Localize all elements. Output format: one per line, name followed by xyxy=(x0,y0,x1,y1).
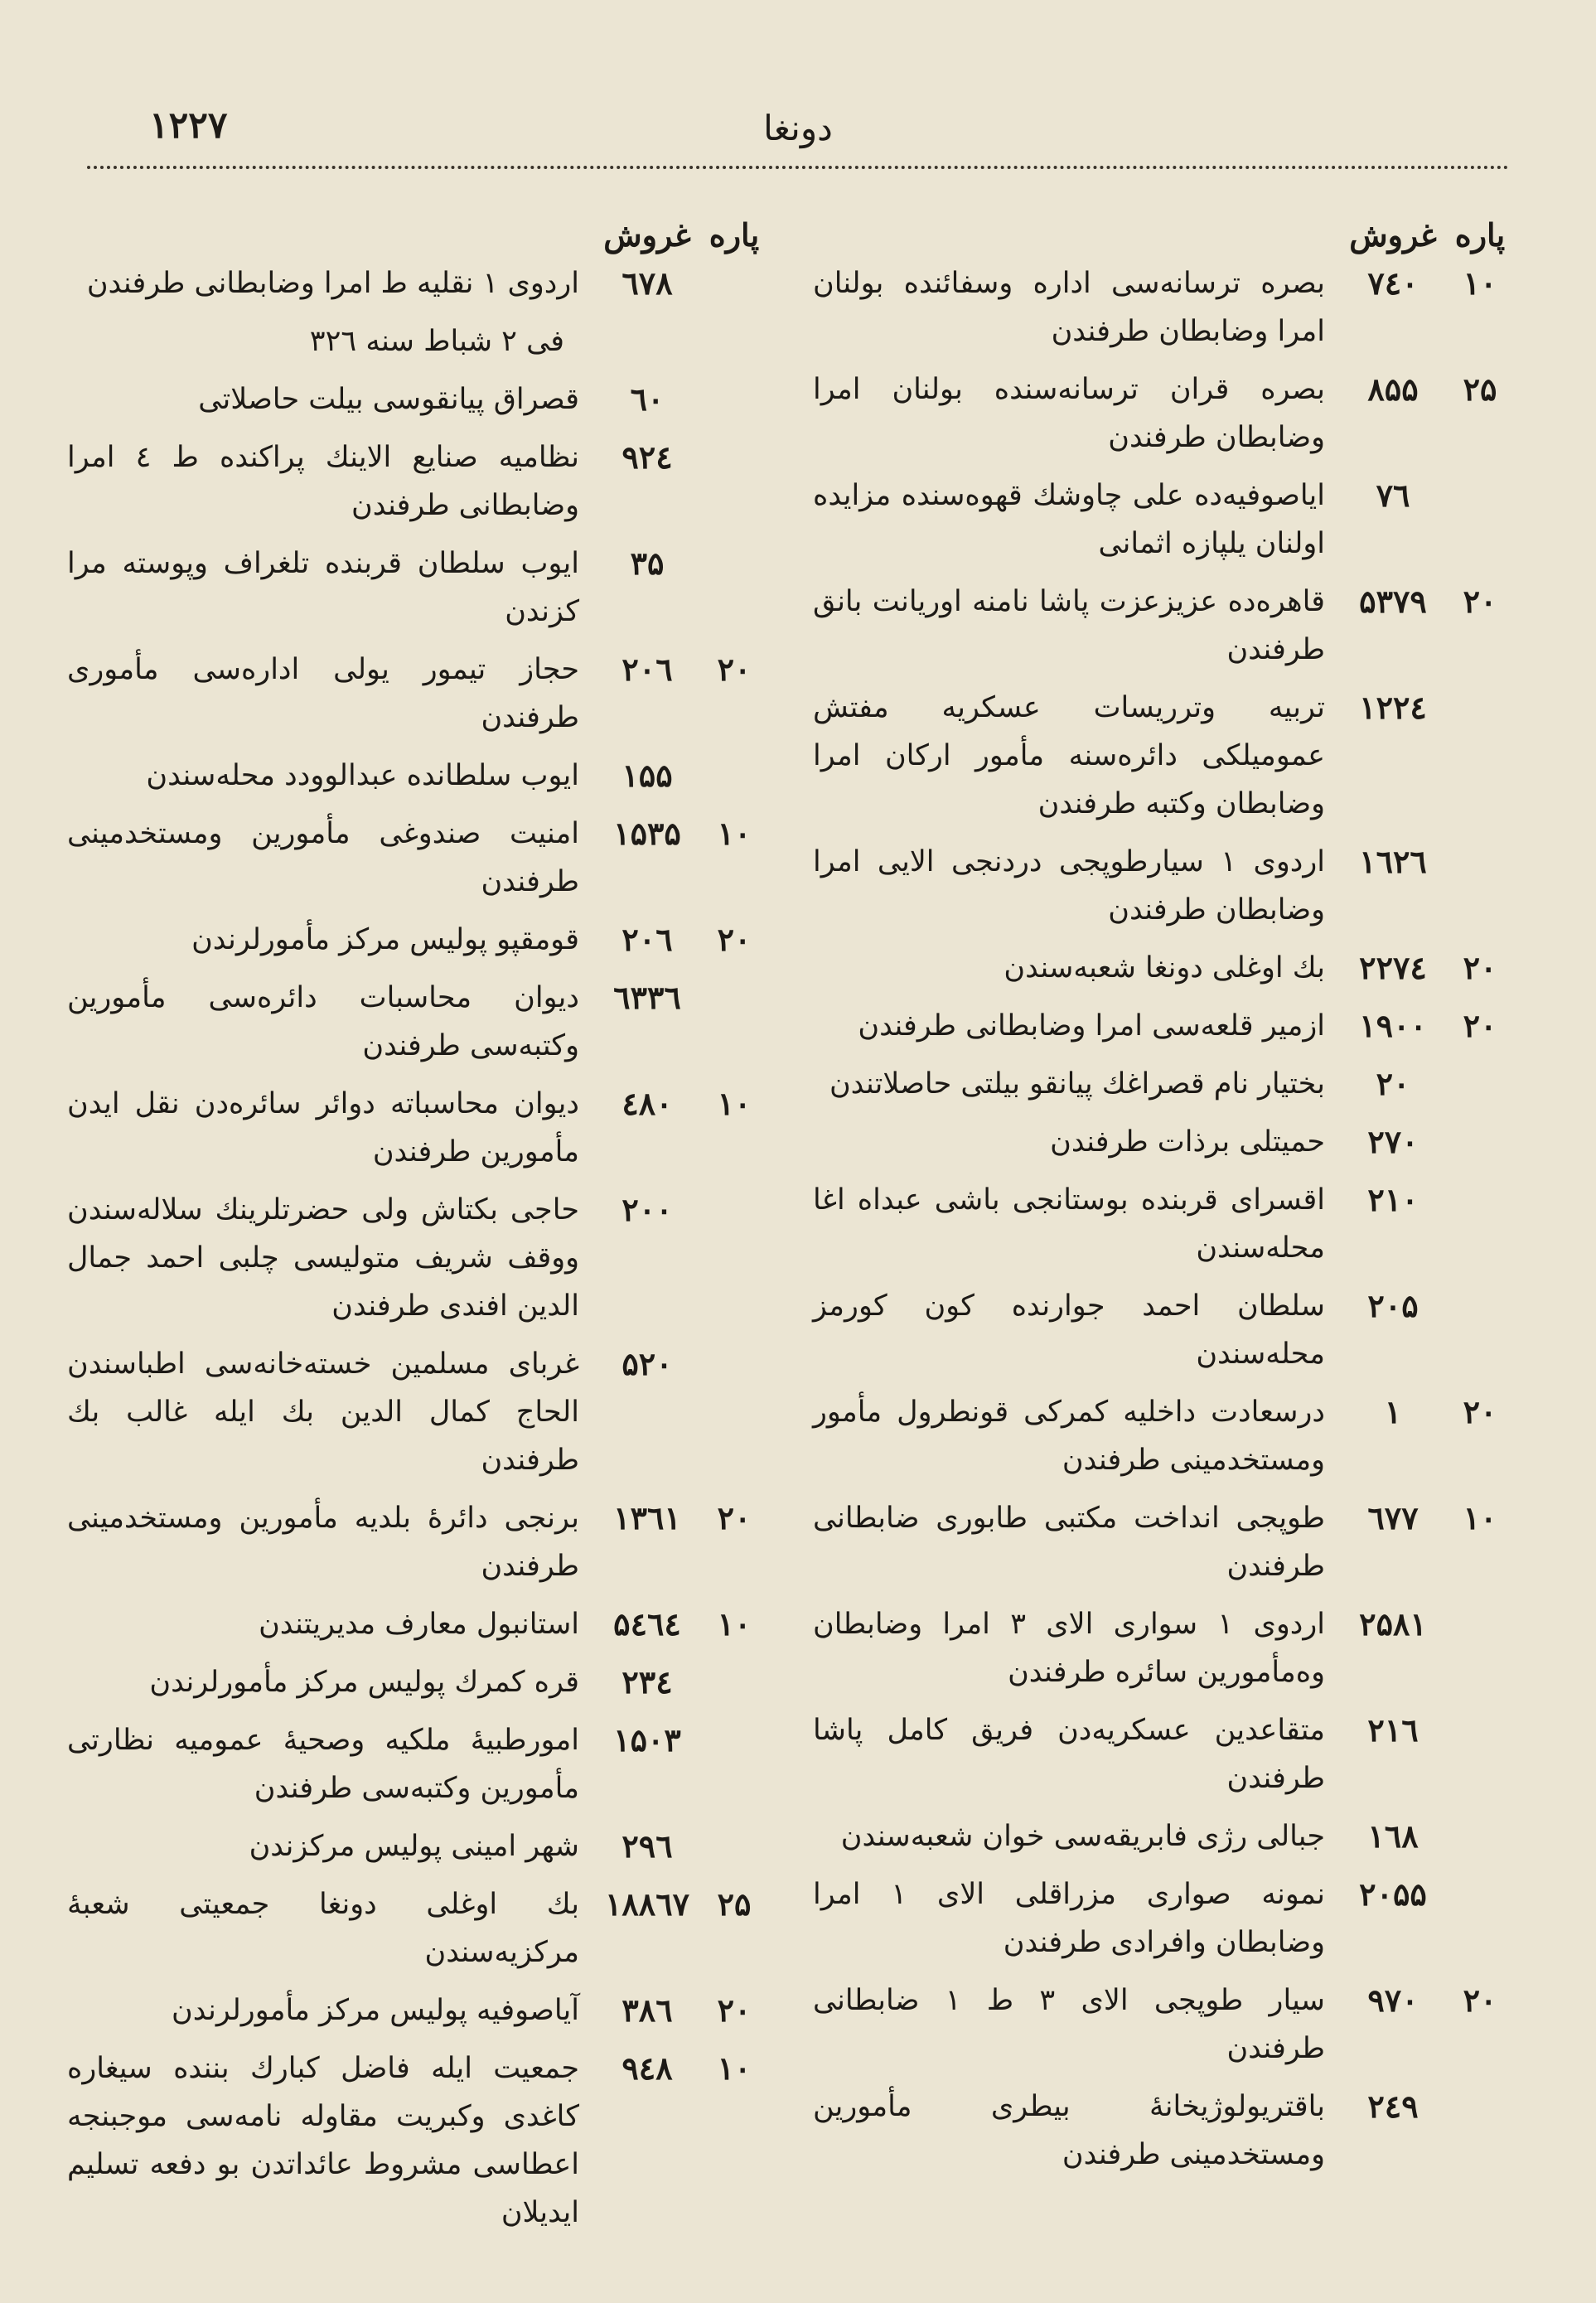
para-amount: ۲۰ xyxy=(1463,1007,1497,1044)
ghurush-amount: ٦۰ xyxy=(630,380,665,418)
para-header: پاره xyxy=(709,216,760,254)
ghurush-amount: ۲۲۷٤ xyxy=(1359,949,1427,986)
ghurush-amount: ۱۵۳۵ xyxy=(613,815,681,852)
ledger-entry xyxy=(67,1822,763,1870)
ghurush-amount: ۸۵۵ xyxy=(1367,370,1419,408)
entry-description: دیوان محاسبات دائره‌سی مأمورین وکتبه‌سی طرفندن xyxy=(67,981,579,1062)
para-amount: ۱۰ xyxy=(717,1085,752,1122)
ghurush-amount: ۲۰۵۵ xyxy=(1359,1875,1427,1913)
ghurush-header: غروش xyxy=(603,216,691,254)
ledger-entry xyxy=(67,1716,763,1812)
entry-description: اردوی ۱ سیارطوپجی دردنجی الایی امرا وضابطان طرفندن xyxy=(813,845,1325,927)
ghurush-amount: ۲۱۰ xyxy=(1367,1181,1419,1218)
ledger-entry xyxy=(67,1880,763,1976)
entry-description: استانبول معارف مدیریتندن xyxy=(259,1608,579,1641)
ledger-entry xyxy=(813,1600,1509,1696)
ghurush-amount: ۱۹۰۰ xyxy=(1359,1007,1427,1044)
para-amount: ۱۰ xyxy=(1463,1499,1497,1536)
entry-description: برنجی دائرهٔ بلدیه مأمورین ومستخدمینی طرفندن xyxy=(67,1502,579,1583)
para-amount: ۲۰ xyxy=(1463,583,1497,620)
header-rule xyxy=(87,166,1509,169)
ghurush-amount: ۲۰۵ xyxy=(1367,1287,1419,1324)
entry-description: قصراق پیانقوسی بیلت حاصلاتی xyxy=(198,383,579,416)
ghurush-amount: ۲٤۹ xyxy=(1367,2088,1419,2125)
ghurush-amount: ٦۷۸ xyxy=(621,264,673,302)
ledger-entry xyxy=(67,646,763,742)
ledger-entry xyxy=(813,365,1509,462)
ledger-entry xyxy=(813,1002,1509,1050)
ledger-entry xyxy=(67,974,763,1070)
entry-description: ایوب سلطانده عبدالوودد محله‌سندن xyxy=(146,759,579,792)
ledger-entry xyxy=(67,1600,763,1648)
ledger-entry xyxy=(813,1176,1509,1272)
left-column xyxy=(67,211,763,2247)
para-amount: ۱۰ xyxy=(717,1605,752,1643)
entry-description: اردوی ۱ نقلیه ط امرا وضابطانی طرفندن xyxy=(86,267,579,300)
ghurush-amount: ۲۷۰ xyxy=(1367,1123,1419,1160)
ledger-entry xyxy=(813,1060,1509,1108)
entry-description: قره کمرك پولیس مرکز مأمورلرندن xyxy=(149,1666,579,1699)
ledger-entry xyxy=(813,944,1509,992)
ledger-entry xyxy=(67,1080,763,1176)
date-line: فی ۲ شباط سنه ۳۲٦ xyxy=(309,325,564,358)
ghurush-amount: ۷٦ xyxy=(1376,477,1410,514)
entry-description: سیار طوپجی الای ۳ ط ۱ ضابطانی طرفندن xyxy=(813,1984,1325,2065)
ledger-entry xyxy=(813,1976,1509,2073)
entry-description: جمعیت ایله فاضل کبارك بننده سیغاره کاغدی وکبریت مقاوله نامه‌سی موجبنجه اعطاسی مشروط عائداتدن بو دفعه تسلیم ایدیلان xyxy=(67,2052,579,2229)
ghurush-amount: ٦۳۳٦ xyxy=(613,979,681,1016)
entry-description: ایوب سلطان قربنده تلغراف وپوسته مرا کزندن xyxy=(67,547,579,628)
right-entries xyxy=(813,259,1509,2179)
left-entries-before-date xyxy=(67,259,763,307)
ghurush-amount: ۲۳٤ xyxy=(621,1663,673,1701)
ledger-entry xyxy=(67,1340,763,1484)
ledger-entry xyxy=(813,838,1509,934)
column-header xyxy=(813,211,1509,253)
para-amount: ۲۰ xyxy=(1463,949,1497,986)
entry-description: طوپجی انداخت مکتبی طابوری ضابطانی طرفندن xyxy=(813,1502,1325,1583)
column-header xyxy=(67,211,763,253)
ghurush-amount: ۵۳۷۹ xyxy=(1359,583,1427,620)
ghurush-amount: ۵۲۰ xyxy=(621,1345,673,1382)
ghurush-amount: ۹۲٤ xyxy=(621,438,673,476)
ledger-entry xyxy=(67,916,763,964)
ghurush-amount: ۵٤٦٤ xyxy=(613,1605,681,1643)
entry-description: دیوان محاسباته دوائر سائره‌دن نقل ایدن مأمورین طرفندن xyxy=(67,1087,579,1168)
ledger-entry xyxy=(813,578,1509,674)
ghurush-amount: ٦۷۷ xyxy=(1367,1499,1419,1536)
ledger-entry xyxy=(67,1986,763,2034)
entry-description: بصره ترسانه‌سی اداره وسفائنده بولنان امرا وضابطان طرفندن xyxy=(813,267,1325,348)
ghurush-amount: ۱ xyxy=(1384,1393,1402,1430)
right-column xyxy=(813,211,1509,2189)
entry-description: حجاز تیمور یولی اداره‌سی مأموری طرفندن xyxy=(67,653,579,734)
ghurush-amount: ۱۵۵ xyxy=(621,757,673,794)
ledger-entry xyxy=(67,375,763,423)
entry-description: آیاصوفیه پولیس مرکز مأمورلرندن xyxy=(172,1994,579,2027)
running-title: دونغا xyxy=(763,108,833,148)
entry-description: امنیت صندوغی مأمورین ومستخدمینی طرفندن xyxy=(67,817,579,898)
ledger-entry xyxy=(813,1282,1509,1378)
para-amount: ۲۰ xyxy=(1463,1981,1497,2019)
ledger-entry xyxy=(813,2083,1509,2179)
para-amount: ۱۰ xyxy=(1463,264,1497,302)
ghurush-amount: ۱۳٦۱ xyxy=(613,1499,681,1536)
entry-description: متقاعدین عسکریه‌دن فریق کامل پاشا طرفندن xyxy=(813,1714,1325,1795)
entry-description: اردوی ۱ سواری الای ۳ امرا وضابطان وه‌مأمورین سائره طرفندن xyxy=(813,1608,1325,1689)
ghurush-amount: ۱۵۰۳ xyxy=(613,1721,681,1759)
entry-description: بصره قران ترسانه‌سنده بولنان امرا وضابطان طرفندن xyxy=(813,373,1325,454)
para-amount: ۲۵ xyxy=(1463,370,1497,408)
ledger-entry xyxy=(67,810,763,906)
entry-description: امورطبیهٔ ملکیه وصحیهٔ عمومیه نظارتی مأمورین وکتبه‌سی طرفندن xyxy=(67,1724,579,1805)
entry-description: اقسرای قربنده بوستانجی باشی عبداه اغا محله‌سندن xyxy=(813,1183,1325,1265)
ghurush-amount: ۳۵ xyxy=(630,544,665,582)
ghurush-amount: ۲۰٦ xyxy=(621,651,673,688)
para-amount: ۲۰ xyxy=(717,651,752,688)
para-amount: ۱۰ xyxy=(717,2049,752,2087)
ledger-entry xyxy=(67,752,763,800)
ghurush-amount: ۲۰٦ xyxy=(621,921,673,958)
ledger-entry xyxy=(813,1118,1509,1166)
entry-description: قاهره‌ده عزیزعزت پاشا نامنه اوریانت بانق طرفندن xyxy=(813,585,1325,666)
page-number: ۱۲۲۷ xyxy=(149,104,228,147)
entry-description: درسعادت داخلیه کمرکی قونطرول مأمور ومستخدمینی طرفندن xyxy=(813,1396,1325,1477)
entry-description: ایاصوفیه‌ده علی چاوشك قهوه‌سنده مزایده اولنان یلپازه اثمانی xyxy=(813,479,1325,560)
entry-description: حاجی بکتاش ولی حضرتلرینك سلاله‌سندن ووقف شریف متولیسی چلبی احمد جمال الدین افندی طرفندن xyxy=(67,1193,579,1323)
ghurush-amount: ۲۰ xyxy=(1376,1065,1410,1102)
entry-description: حمیتلی برذات طرفندن xyxy=(1050,1125,1325,1159)
ledger-entry xyxy=(813,259,1509,356)
ledger-entry xyxy=(67,1186,763,1330)
para-amount: ۲۰ xyxy=(717,921,752,958)
ledger-entry xyxy=(813,1494,1509,1590)
ghurush-header: غروش xyxy=(1349,216,1437,254)
ledger-entry xyxy=(67,433,763,530)
ghurush-amount: ۱٦۲٦ xyxy=(1359,843,1427,880)
entry-description: باقتریولوژیخانهٔ بیطری مأمورین ومستخدمینی طرفندن xyxy=(813,2090,1325,2171)
ghurush-amount: ۲۵۸۱ xyxy=(1359,1605,1427,1643)
ledger-entry xyxy=(813,1870,1509,1967)
ghurush-amount: ۹٤۸ xyxy=(621,2049,673,2087)
entry-description: ازمیر قلعه‌سی امرا وضابطانی طرفندن xyxy=(858,1009,1325,1043)
para-amount: ۲۰ xyxy=(717,1991,752,2029)
ghurush-amount: ۹۷۰ xyxy=(1367,1981,1419,2019)
ledger-entry xyxy=(67,1658,763,1706)
ghurush-amount: ۳۸٦ xyxy=(621,1991,673,2029)
ledger-entry xyxy=(813,472,1509,568)
ledger-entry xyxy=(813,1706,1509,1802)
entry-description: نظامیه صنایع الاینك پراکنده ط ٤ امرا وضابطانی طرفندن xyxy=(67,441,579,522)
ghurush-amount: ۷٤۰ xyxy=(1367,264,1419,302)
ledger-entry xyxy=(813,1812,1509,1860)
ghurush-amount: ۲۹٦ xyxy=(621,1827,673,1865)
para-amount: ۲۰ xyxy=(717,1499,752,1536)
entry-description: بك اوغلی دونغا جمعیتی شعبهٔ مرکزیه‌سندن xyxy=(67,1888,579,1969)
entry-description: نمونه صواری مزراقلی الای ۱ امرا وضابطان وافرادی طرفندن xyxy=(813,1878,1325,1959)
para-amount: ۱۰ xyxy=(717,815,752,852)
para-amount: ۲۵ xyxy=(717,1885,752,1923)
entry-description: بك اوغلی دونغا شعبه‌سندن xyxy=(1004,951,1325,985)
ledger-entry xyxy=(813,684,1509,828)
ledger-entry xyxy=(813,1388,1509,1484)
ledger-entry xyxy=(67,1494,763,1590)
entry-description: جبالی رژی فابریقه‌سی خوان شعبه‌سندن xyxy=(840,1820,1325,1853)
ledger-entry xyxy=(67,259,763,307)
entry-description: تربیه وترریسات عسکریه مفتش عمومیلکی دائره‌سنه مأمور ارکان امرا وضابطان وکتبه طرفندن xyxy=(813,691,1325,820)
para-header: پاره xyxy=(1454,216,1506,254)
ghurush-amount: ۲۱٦ xyxy=(1367,1711,1419,1749)
ghurush-amount: ٤۸۰ xyxy=(621,1085,673,1122)
ledger-entry xyxy=(67,539,763,636)
left-entries xyxy=(67,375,763,2237)
entry-description: قومقپو پولیس مرکز مأمورلرندن xyxy=(191,923,579,956)
ghurush-amount: ۱۲۲٤ xyxy=(1359,689,1427,726)
ghurush-amount: ۱۸۸٦۷ xyxy=(604,1885,690,1923)
entry-description: بختیار نام قصراغك پیانقو بیلتی حاصلاتندن xyxy=(829,1067,1325,1101)
ghurush-amount: ۲۰۰ xyxy=(621,1191,673,1228)
ledger-entry xyxy=(67,2044,763,2237)
para-amount: ۲۰ xyxy=(1463,1393,1497,1430)
entry-description: سلطان احمد جوارنده کون کورمز محله‌سندن xyxy=(813,1289,1325,1371)
entry-description: شهر امینی پولیس مرکزندن xyxy=(249,1830,579,1863)
entry-description: غربای مسلمین خسته‌خانه‌سی اطباسندن الحاج کمال الدین بك ایله غالب بك طرفندن xyxy=(67,1347,579,1477)
ghurush-amount: ۱٦۸ xyxy=(1367,1817,1419,1855)
